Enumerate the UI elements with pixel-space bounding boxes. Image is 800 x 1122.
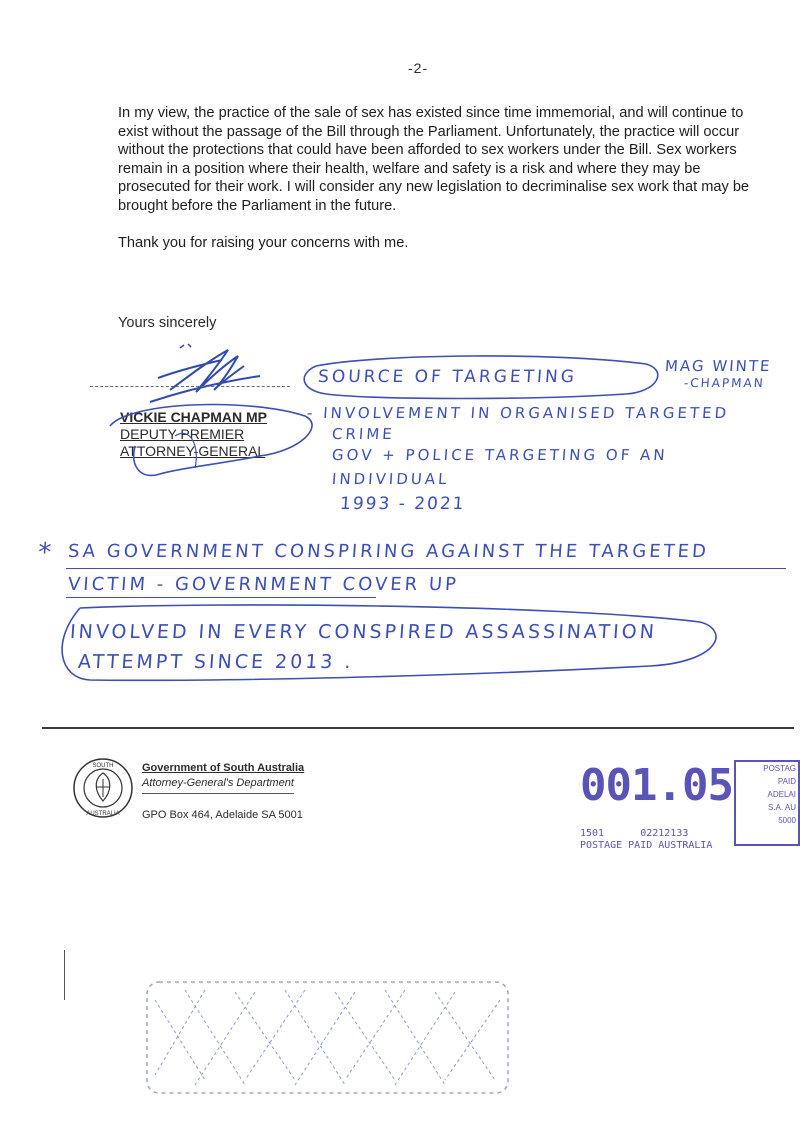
note-involvement: - INVOLVEMENT IN ORGANISED TARGETED (306, 404, 730, 422)
svg-text:SOUTH: SOUTH (92, 763, 114, 769)
note-since-2013: ATTEMPT SINCE 2013 . (77, 651, 355, 673)
note-crime: CRIME (331, 425, 396, 443)
stamp-line: S.A. AU (767, 803, 796, 812)
note-gov-police: GOV + POLICE TARGETING OF AN (331, 446, 669, 464)
meter-value: 001.05 (580, 760, 733, 811)
signatory-name: VICKIE CHAPMAN MP (120, 409, 268, 425)
letterhead-department: Attorney-General's Department (142, 776, 294, 794)
note-years: 1993 - 2021 (339, 494, 467, 514)
page-number: -2- (408, 60, 429, 76)
note-cover-up: VICTIM - GOVERNMENT COVER UP (67, 574, 460, 595)
thanks-paragraph: Thank you for raising your concerns with me. (118, 234, 409, 251)
meter-paid-text: POSTAGE PAID AUSTRALIA (580, 840, 713, 851)
stamp-line: ADELAI (767, 790, 796, 799)
note-individual: INDIVIDUAL (331, 470, 451, 488)
note-assassination: INVOLVED IN EVERY CONSPIRED ASSASSINATION (69, 621, 658, 643)
envelope-security-pattern (145, 980, 510, 1095)
fold-rule (42, 727, 794, 729)
note-mag-name: MAG WINTE (664, 357, 773, 375)
note-asterisk: * (36, 538, 57, 568)
letterhead-address: GPO Box 464, Adelaide SA 5001 (142, 809, 303, 821)
stamp-line: 5000 (778, 816, 796, 825)
ink-oval-assassination (50, 600, 730, 690)
meter-code: 1501 02212133 (580, 828, 689, 839)
signature-dash-line (90, 386, 290, 387)
state-seal-icon (72, 757, 134, 819)
postage-paid-stamp (734, 760, 800, 846)
note-sa-government: SA GOVERNMENT CONSPIRING AGAINST THE TARGETED (67, 541, 710, 562)
note-chapman: -CHAPMAN (683, 376, 766, 390)
signatory-role: ATTORNEY-GENERAL (120, 443, 266, 459)
stamp-line: POSTAG (763, 764, 796, 773)
letter-body (118, 104, 758, 270)
note-source-of-targeting: SOURCE OF TARGETING (317, 367, 578, 387)
body-paragraph: In my view, the practice of the sale of sex has existed since time immemorial, and will continue to exist without the passage of the Bill through the Parliament. Unfortunately, the practice will occur without the protections that could have been afforded to sex workers under the Bill. Sex workers remain in a position where their health, welfare and safety is a risk and where they may be prosecuted for their work. I will consider any new legislation to decriminalise sex work that may be brought before the Parliament in the future. (118, 105, 750, 214)
stamp-line: PAID (777, 777, 796, 786)
fold-mark (64, 950, 65, 1000)
signatory-title: DEPUTY PREMIER (120, 426, 245, 442)
closing-salutation: Yours sincerely (118, 315, 217, 331)
ink-underline-1 (66, 568, 786, 569)
ink-circle-name (100, 396, 320, 486)
ink-underline-2 (66, 597, 376, 598)
letterhead-government: Government of South Australia (142, 762, 305, 774)
svg-text:AUSTRALIA: AUSTRALIA (86, 811, 120, 817)
